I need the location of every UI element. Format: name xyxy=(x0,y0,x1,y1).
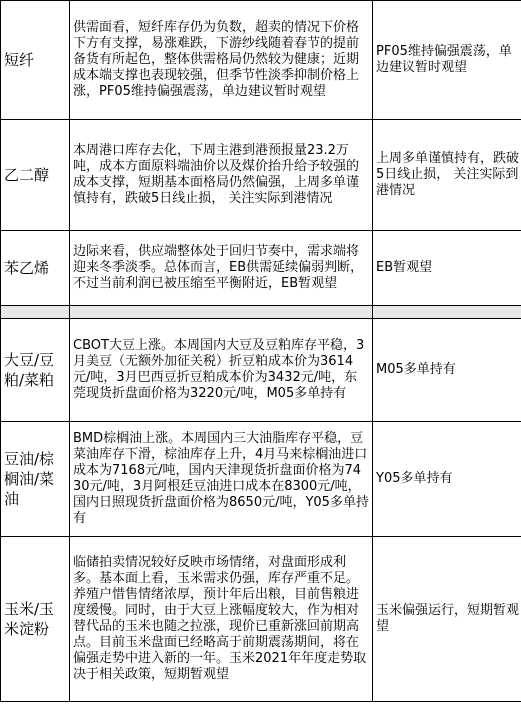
row-name-cell xyxy=(1,1,70,120)
commodity-name: 短纤 xyxy=(4,51,35,69)
row-analysis-cell xyxy=(70,231,373,306)
market-analysis: BMD棕榈油上涨。本周国内三大油脂库存平稳，豆菜油库存下滑，棕油库存上升，4月马来棕榈油进口成本为7168元/吨，国内天津现货折盘面价格为7430元/吨，3月阿根廷豆油进口成本在8300元/吨，国内日照现货折盘面价格为8650元/吨，Y05多单持有 xyxy=(73,431,369,526)
market-analysis: 本周港口库存去化，下周主港到港预报量23.2万吨，成本方面原料端油价以及煤价抬升给予较强的成本支撑，短期基本面格局仍然偏强，上周多单谨慎持有，跌破5日线止损， 关注实际到港情况 xyxy=(73,143,360,206)
commodity-name: 大豆/豆粕/菜粕 xyxy=(4,351,55,389)
table-row xyxy=(1,120,521,231)
trading-strategy: Y05多单持有 xyxy=(376,471,453,486)
trading-strategy: 上周多单谨慎持有，跌破5日线止损， 关注实际到港情况 xyxy=(376,151,520,198)
table-divider-row xyxy=(1,306,521,319)
trading-strategy: PF05维持偏强震荡，单边建议暂时观望 xyxy=(376,44,512,75)
market-analysis: 供需面看，短纤库存仍为负数，超卖的情况下价格下方有支撑，易涨难跌，下游纱线随着春节的提前备货有所起色，整体供需格局仍然较为健康；近期成本端支撑也表现较强，但季节性淡季抑制价格上涨，PF05维持偏强震荡，单边建议暂时观望 xyxy=(73,20,360,99)
divider-cell xyxy=(1,306,70,319)
table-row xyxy=(1,1,521,120)
row-analysis-cell xyxy=(70,120,373,231)
trading-strategy: EB暂观望 xyxy=(376,260,433,275)
row-strategy-cell xyxy=(373,1,521,120)
table-row xyxy=(1,231,521,306)
market-analysis: 临储拍卖情况较好反映市场情绪，对盘面形成利多。基本面上看，玉米需求仍强，库存严重不足。养殖户惜售情绪浓厚，预计年后出粮，目前售粮进度缓慢。同时，由于大豆上涨幅度较大，作为相对替代品的玉米也随之拉涨，现价已重新涨回前期高点。目前玉米盘面已经略高于前期震荡期间，将在偏强走势中进入新的一年。玉米2021年年度走势取决于相关政策，短期暂观望 xyxy=(73,555,367,682)
commodity-name: 乙二醇 xyxy=(4,166,50,184)
table-row xyxy=(1,319,521,422)
row-strategy-cell xyxy=(373,422,521,537)
divider-cell xyxy=(70,306,373,319)
trading-strategy: M05多单持有 xyxy=(376,362,456,377)
row-name-cell xyxy=(1,537,70,702)
trading-strategy: 玉米偏强运行，短期暂观望 xyxy=(376,603,520,634)
row-analysis-cell xyxy=(70,422,373,537)
commodity-name: 玉米/玉米淀粉 xyxy=(4,600,55,638)
row-strategy-cell xyxy=(373,231,521,306)
row-strategy-cell xyxy=(373,319,521,422)
row-name-cell xyxy=(1,231,70,306)
table-row xyxy=(1,537,521,702)
commodity-name: 豆油/棕榈油/菜油 xyxy=(4,450,55,508)
row-name-cell xyxy=(1,422,70,537)
row-analysis-cell xyxy=(70,319,373,422)
market-analysis: 边际来看，供应端整体处于回归节奏中，需求端将迎来冬季淡季。总体而言，EB供需延续偏弱判断，不过当前利润已被压缩至平衡附近，EB暂观望 xyxy=(73,244,364,291)
divider-cell xyxy=(373,306,521,319)
row-analysis-cell xyxy=(70,537,373,702)
market-analysis: CBOT大豆上涨。本周国内大豆及豆粕库存平稳，3月美豆（无额外加征关税）折豆粕成本价为3614元/吨，3月巴西豆折豆粕成本价为3432元/吨，东莞现货折盘面价格为3220元/吨，M05多单持有 xyxy=(73,338,365,401)
table-row xyxy=(1,422,521,537)
commodity-name: 苯乙烯 xyxy=(4,259,50,277)
row-name-cell xyxy=(1,120,70,231)
row-analysis-cell xyxy=(70,1,373,120)
row-strategy-cell xyxy=(373,120,521,231)
row-strategy-cell xyxy=(373,537,521,702)
row-name-cell xyxy=(1,319,70,422)
